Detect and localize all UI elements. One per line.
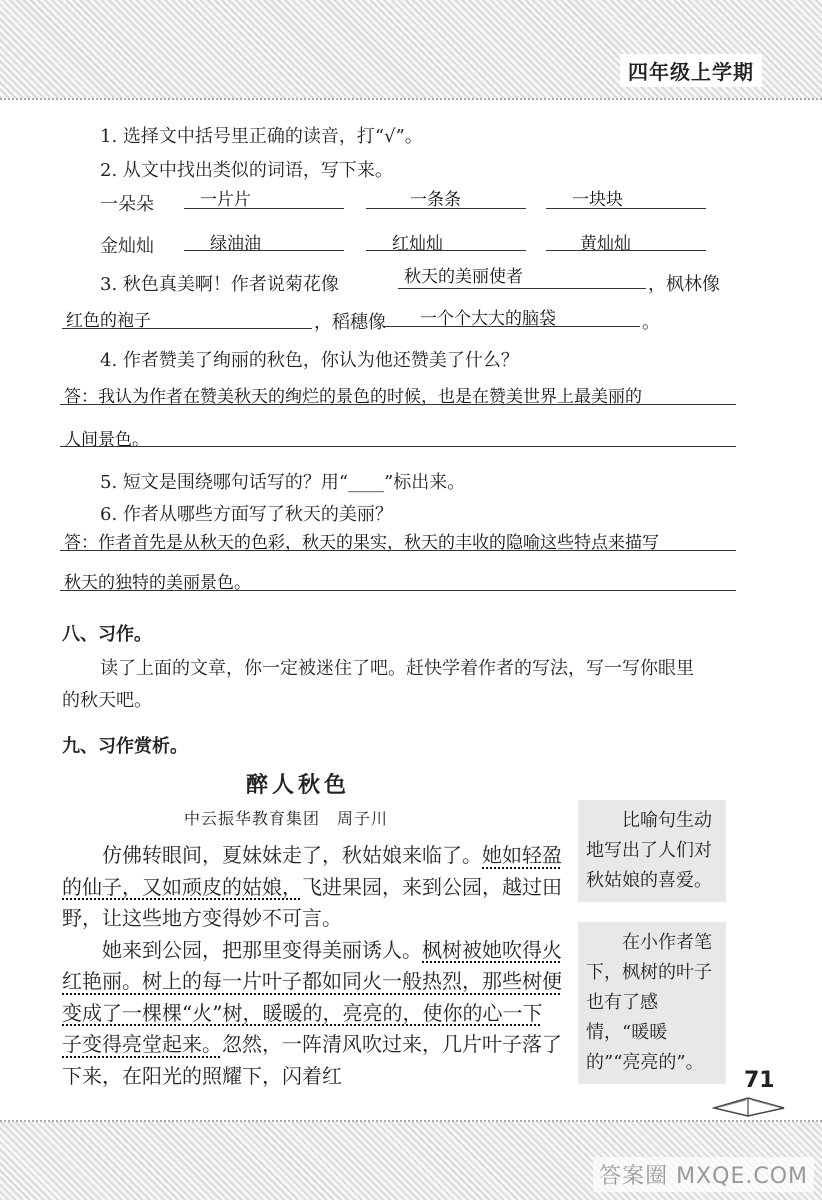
annotation-box-1: 比喻句生动地写出了人们对秋姑娘的喜爱。 [578, 800, 726, 902]
q2-row2-answer-2: 红灿灿 [392, 234, 443, 254]
question-3: 3. 秋色真美啊！作者说菊花像 [100, 274, 339, 295]
answer-line [60, 446, 736, 447]
answer-line [60, 550, 736, 551]
q4-answer-line-2: 人间景色。 [64, 430, 149, 450]
para2-text-b-highlighted: 枫树被她吹得火红艳丽。树上的每一片叶子都如同火一般热烈，那些树便变成了一棵棵“火”树，暖暖的，亮亮的，使你的心一下子变得亮堂起来。 [62, 937, 562, 1056]
essay-title: 醉人秋色 [246, 773, 351, 798]
q3-mid: ，枫林像 [648, 274, 720, 295]
essay-author: 中云振华教育集团 周子川 [184, 809, 389, 828]
question-4: 4. 作者赞美了绚丽的秋色，你认为他还赞美了什么？ [100, 350, 519, 371]
para1-text-a: 仿佛转眼间，夏妹妹走了，秋姑娘来临了。 [102, 843, 482, 867]
answer-line [366, 208, 526, 209]
q2-row1-answer-3: 一块块 [572, 190, 623, 210]
section-9-heading: 九、习作赏析。 [62, 736, 188, 757]
essay-body [62, 840, 562, 1092]
q3-answer-b: 红色的袍子 [66, 311, 151, 331]
answer-line [546, 208, 706, 209]
q3-answer-a: 秋天的美丽使者 [404, 267, 523, 287]
q4-answer-line-1: 答：我认为作者在赞美秋天的绚烂的景色的时候，也是在赞美世界上最美丽的 [64, 387, 642, 407]
q2-row2-answer-3: 黄灿灿 [580, 234, 631, 254]
essay-paragraph-1 [62, 840, 562, 935]
section-8-text-line-1: 读了上面的文章，你一定被迷住了吧。赶快学着作者的写法，写一写你眼里 [100, 658, 694, 679]
q2-row2-answer-1: 绿油油 [210, 234, 261, 254]
answer-line [384, 326, 640, 327]
answer-line [398, 288, 646, 289]
q2-row1-prompt: 一朵朵 [100, 194, 154, 215]
para1-text-c: 飞进果园，来到公园，越过田野，让这些地方变得妙不可言。 [62, 874, 562, 930]
q2-row1-answer-2: 一条条 [410, 190, 461, 210]
q2-row1-answer-1: 一片片 [200, 190, 251, 210]
question-1: 1. 选择文中括号里正确的读音，打“√”。 [100, 126, 423, 147]
para2-text-c: 忽然，一阵清风吹过来，几片叶子落了下来，在阳光的照耀下，闪着红 [62, 1032, 562, 1088]
q3-answer-c: 一个个大大的脑袋 [420, 309, 556, 329]
annotation-box-2: 在小作者笔下，枫树的叶子也有了感情，“暖暖的”“亮亮的”。 [578, 922, 726, 1084]
question-5: 5. 短文是围绕哪句话写的？用“____”标出来。 [100, 472, 466, 493]
q2-row2-prompt: 金灿灿 [100, 236, 154, 257]
q3-end: 。 [642, 312, 660, 333]
q6-answer-line-2: 秋天的独特的美丽景色。 [64, 573, 251, 593]
para2-text-a: 她来到公园，把那里变得美丽诱人。 [102, 937, 422, 962]
para1-text-b-highlighted: 她如轻盈的仙子，又如顽皮的姑娘， [62, 843, 562, 899]
answer-line [60, 590, 736, 591]
answer-line [546, 250, 706, 251]
answer-line [184, 208, 344, 209]
question-2: 2. 从文中找出类似的词语，写下来。 [100, 160, 393, 181]
essay-paragraph-2 [62, 935, 562, 1093]
section-8-text-line-2: 的秋天吧。 [62, 690, 152, 711]
q6-answer-line-1: 答：作者首先是从秋天的色彩，秋天的果实，秋天的丰收的隐喻这些特点来描写 [64, 533, 659, 553]
answer-line [60, 404, 736, 405]
answer-line [184, 250, 344, 251]
q3-mid2: ，稻穗像 [314, 312, 386, 333]
page-number: 71 [744, 1068, 775, 1093]
grade-label: 四年级上学期 [620, 54, 762, 87]
answer-line [366, 250, 526, 251]
question-6: 6. 作者从哪些方面写了秋天的美丽？ [100, 504, 393, 525]
watermark-logo: 答案圈 MXQE.COM [593, 1157, 814, 1192]
answer-line [62, 328, 312, 329]
section-8-heading: 八、习作。 [62, 624, 152, 645]
